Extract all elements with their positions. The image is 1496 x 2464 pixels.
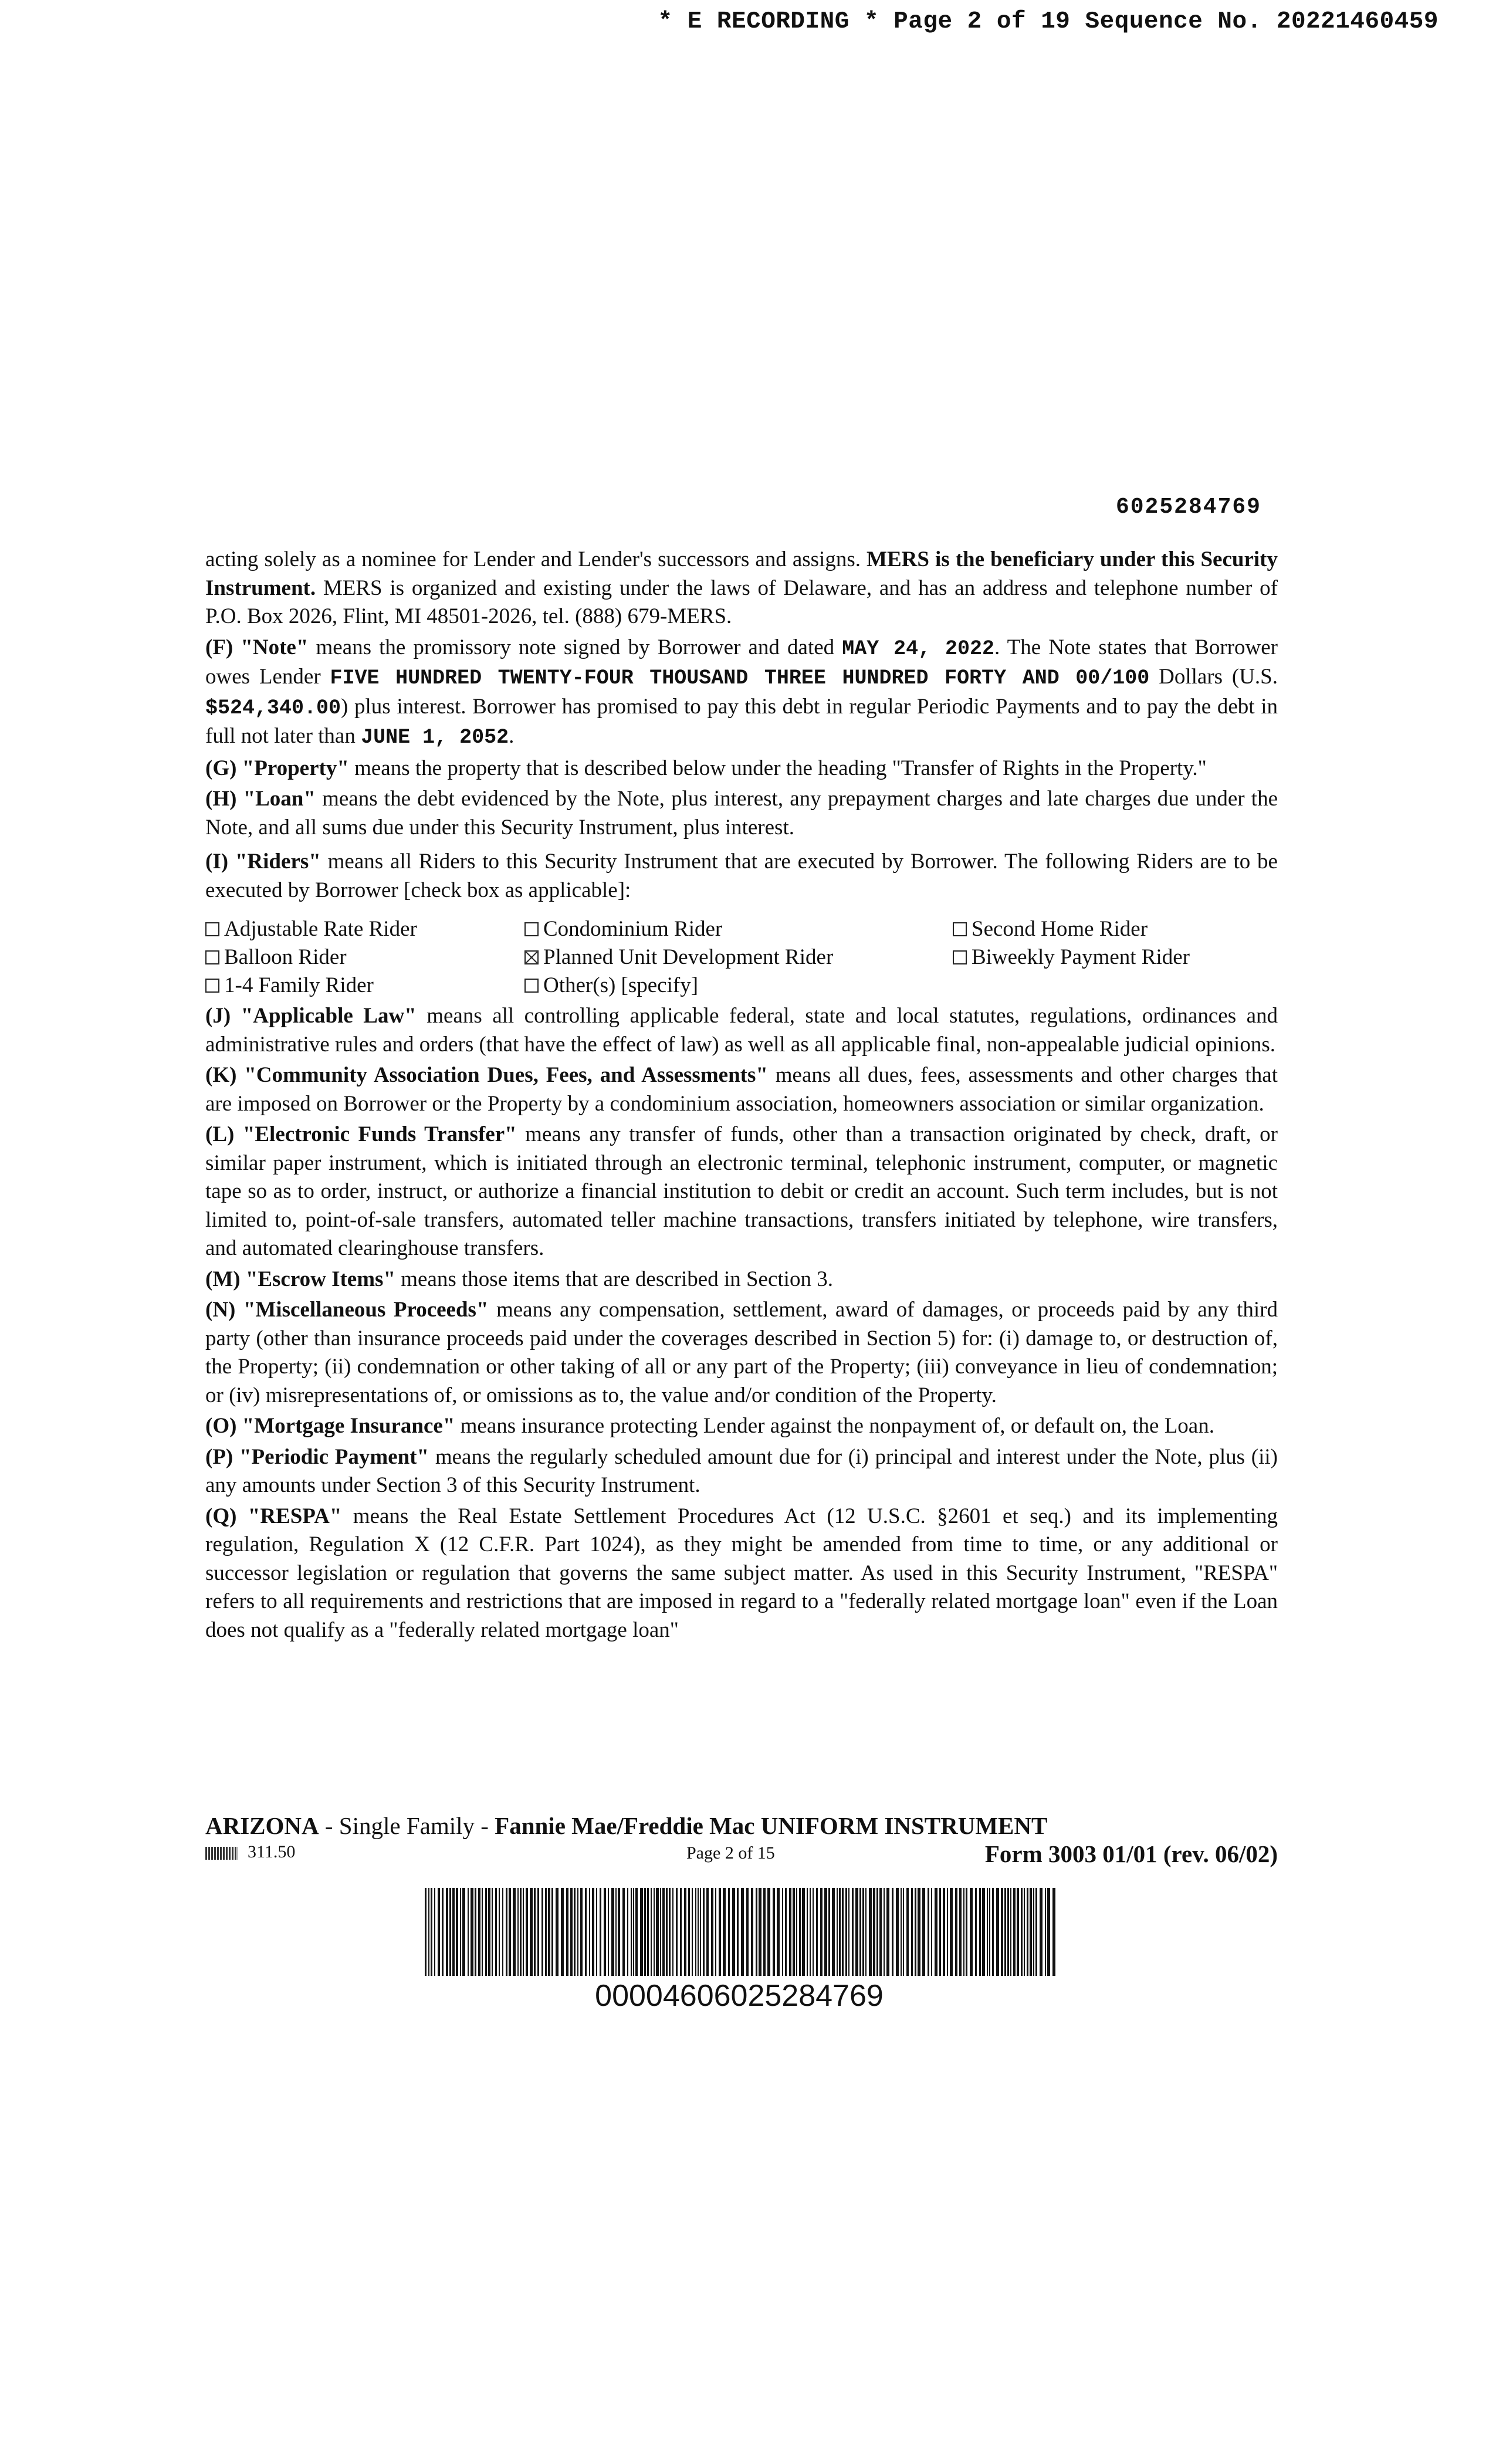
riders-checklist	[205, 915, 1278, 1000]
loan-amount-words: FIVE HUNDRED TWENTY-FOUR THOUSAND THREE HUNDRED FORTY AND 00/100	[330, 666, 1150, 690]
checked-checkbox-icon[interactable]	[524, 950, 539, 964]
definition-loan: (H) "Loan" means the debt evidenced by the Note, plus interest, any prepayment charges and late charges due under the Note, and all sums due under this Security Instrument, plus interest.	[205, 787, 1278, 840]
definition-label: (J) "Applicable Law"	[205, 1004, 417, 1028]
checkbox-icon[interactable]	[524, 979, 539, 993]
definition-label: (I) "Riders"	[205, 849, 321, 874]
recording-header: * E RECORDING * Page 2 of 19 Sequence No. 20221460459	[658, 8, 1439, 35]
definition-miscellaneous-proceeds: (N) "Miscellaneous Proceeds" means any compensation, settlement, award of damages, or proceeds paid by any third party (other than insurance proceeds paid under the coverages described in Section 5) for: (i) damage to, or destruction of, the Property; (ii) condemnation or other taking of all or any part of the Property; (iii) conveyance in lieu of condemnation; or (iv) misrepresentations of, or omissions as to, the value and/or condition of the Property.	[205, 1298, 1278, 1407]
definition-label: (N) "Miscellaneous Proceeds"	[205, 1298, 489, 1322]
rider-planned-unit-development[interactable]: Planned Unit Development Rider	[524, 943, 953, 972]
rider-balloon[interactable]: Balloon Rider	[205, 943, 524, 972]
note-date: MAY 24, 2022	[842, 637, 994, 661]
definition-label: (G) "Property"	[205, 756, 349, 780]
checkbox-icon[interactable]	[953, 950, 967, 964]
rider-second-home[interactable]: Second Home Rider	[953, 915, 1278, 943]
form-number: Form 3003 01/01 (rev. 06/02)	[984, 1840, 1278, 1867]
rider-adjustable-rate[interactable]: Adjustable Rate Rider	[205, 915, 524, 943]
definition-electronic-funds-transfer: (L) "Electronic Funds Transfer" means any transfer of funds, other than a transaction originated by check, draft, or similar paper instrument, which is initiated through an electronic terminal, telephonic instrument, computer, or magnetic tape so as to order, instruct, or authorize a financial institution to debit or credit an account. Such term includes, but is not limited to, point-of-sale transfers, automated teller machine transactions, transfers initiated by telephone, wire transfers, and automated clearinghouse transfers.	[205, 1122, 1278, 1260]
definition-note: (F) "Note" means the promissory note signed by Borrower and dated MAY 24, 2022. The Note states that Borrower owes Lender FIVE HUNDRED TWENTY-FOUR THOUSAND THREE HUNDRED FORTY AND 00/100 Dollars (U.S. $524,340.00) plus interest. Borrower has promised to pay this debt in regular Periodic Payments and to pay the debt in full not later than JUNE 1, 2052.	[205, 635, 1278, 749]
checkbox-icon[interactable]	[205, 950, 219, 964]
form-footer	[205, 1842, 1278, 1868]
mers-paragraph: acting solely as a nominee for Lender and Lender's successors and assigns. MERS is the beneficiary under this Security Instrument. MERS is organized and existing under the laws of Delaware, and has an address and telephone number of P.O. Box 2026, Flint, MI 48501-2026, tel. (888) 679-MERS.	[205, 547, 1278, 628]
definition-label: (H) "Loan"	[205, 787, 316, 811]
page-indicator: Page 2 of 15	[686, 1843, 775, 1863]
definition-periodic-payment: (P) "Periodic Payment" means the regularly scheduled amount due for (i) principal and interest under the Note, plus (ii) any amounts under Section 3 of this Security Instrument.	[205, 1444, 1278, 1497]
loan-amount: $524,340.00	[205, 696, 341, 720]
barcode-number: 00004606025284769	[595, 1979, 884, 2013]
barcode-icon	[422, 1888, 1056, 1976]
checkbox-icon[interactable]	[205, 922, 219, 936]
definition-label: (Q) "RESPA"	[205, 1504, 342, 1528]
document-body	[205, 546, 1278, 1647]
form-title: ARIZONA - Single Family - Fannie Mae/Freddie Mac UNIFORM INSTRUMENT	[205, 1812, 1048, 1839]
definition-property: (G) "Property" means the property that is described below under the heading "Transfer of Rights in the Property."	[205, 756, 1207, 780]
form-code: 311.50	[205, 1842, 295, 1862]
loan-number: 6025284769	[1115, 495, 1261, 520]
definition-respa: (Q) "RESPA" means the Real Estate Settlement Procedures Act (12 U.S.C. §2601 et seq.) and its implementing regulation, Regulation X (12 C.F.R. Part 1024), as they might be amended from time to time, or any additional or successor legislation or regulation that governs the same subject matter. As used in this Security Instrument, "RESPA" refers to all requirements and restrictions that are imposed in regard to a "federally related mortgage loan" even if the Loan does not qualify as a "federally related mortgage loan"	[205, 1504, 1278, 1642]
mers-beneficiary-statement: MERS is the beneficiary under this Security Instrument.	[205, 547, 1278, 600]
definition-escrow-items: (M) "Escrow Items" means those items that are described in Section 3.	[205, 1267, 833, 1291]
rider-condominium[interactable]: Condominium Rider	[524, 915, 953, 943]
rider-other[interactable]: Other(s) [specify]	[524, 972, 953, 1000]
checkbox-icon[interactable]	[205, 979, 219, 993]
checkbox-icon[interactable]	[953, 922, 967, 936]
definition-community-association: (K) "Community Association Dues, Fees, and Assessments" means all dues, fees, assessments and other charges that are imposed on Borrower or the Property by a condominium association, homeowners association or similar organization.	[205, 1063, 1278, 1116]
rider-1-4-family[interactable]: 1-4 Family Rider	[205, 972, 524, 1000]
definition-label: (M) "Escrow Items"	[205, 1267, 395, 1291]
rider-biweekly-payment[interactable]: Biweekly Payment Rider	[953, 943, 1278, 972]
definition-applicable-law: (J) "Applicable Law" means all controlling applicable federal, state and local statutes, regulations, ordinances and administrative rules and orders (that have the effect of law) as well as all applicable final, non-appealable judicial opinions.	[205, 1004, 1278, 1057]
checkbox-icon[interactable]	[524, 922, 539, 936]
definition-label: (O) "Mortgage Insurance"	[205, 1414, 455, 1438]
printer-mark-icon	[205, 1847, 238, 1860]
definition-label: (L) "Electronic Funds Transfer"	[205, 1122, 517, 1146]
definition-label: (K) "Community Association Dues, Fees, and Assessments"	[205, 1063, 768, 1087]
definition-riders: (I) "Riders" means all Riders to this Security Instrument that are executed by Borrower. The following Riders are to be executed by Borrower [check box as applicable]:	[205, 849, 1278, 902]
definition-label: (F) "Note"	[205, 635, 309, 659]
maturity-date: JUNE 1, 2052	[361, 726, 509, 749]
definition-label: (P) "Periodic Payment"	[205, 1444, 429, 1469]
definition-mortgage-insurance: (O) "Mortgage Insurance" means insurance protecting Lender against the nonpayment of, or default on, the Loan.	[205, 1414, 1214, 1438]
